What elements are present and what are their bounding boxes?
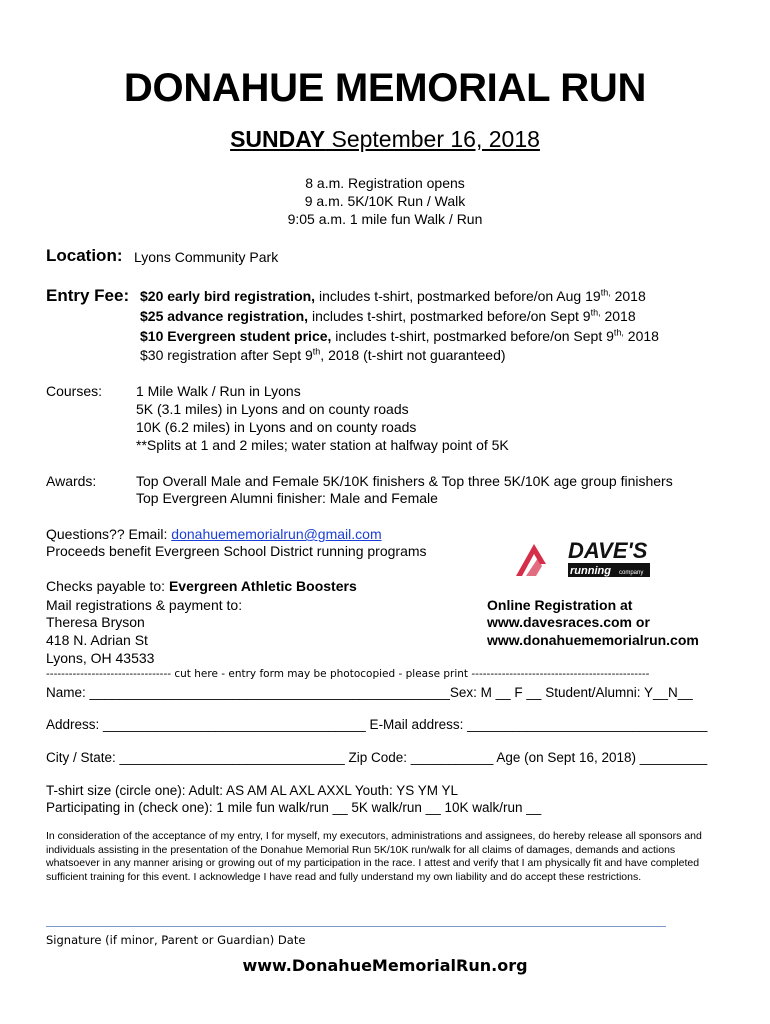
fee-line <box>140 328 659 344</box>
page-title: DONAHUE MEMORIAL RUN <box>123 66 647 110</box>
award-line: Top Overall Male and Female 5K/10K finishers & Top three 5K/10K age group finishers <box>136 473 673 489</box>
location-value: Lyons Community Park <box>134 249 279 265</box>
form-name-row[interactable]: Name: ________________________________________________Sex: M __ F __ Student/Alumni: Y__N__ <box>46 685 693 700</box>
fee-amount: $20 early bird registration, <box>140 288 316 304</box>
fee-tail: 2018 <box>610 288 646 304</box>
fee-sup: th, <box>590 307 601 318</box>
schedule-line: 8 a.m. Registration opens <box>305 175 465 191</box>
course-line: **Splits at 1 and 2 miles; water station at halfway point of 5K <box>136 437 509 453</box>
fee-line <box>140 308 636 324</box>
course-line: 5K (3.1 miles) in Lyons and on county roads <box>136 401 409 417</box>
mail-line: Theresa Bryson <box>46 614 145 630</box>
schedule-line: 9 a.m. 5K/10K Run / Walk <box>304 193 466 209</box>
schedule-line: 9:05 a.m. 1 mile fun Walk / Run <box>287 211 483 227</box>
questions-text: Questions?? Email: <box>46 526 172 542</box>
logo-text: DAVE'S <box>568 538 648 563</box>
event-date <box>0 126 770 153</box>
award-line: Top Evergreen Alumni finisher: Male and Female <box>136 490 438 506</box>
fee-tail: 2018 <box>623 328 659 344</box>
proceeds-line: Proceeds benefit Evergreen School District running programs <box>46 543 427 559</box>
questions-line <box>46 526 382 542</box>
online-line: www.davesraces.com or <box>487 614 650 630</box>
fee-text: includes t-shirt, postmarked before/on Sept 9 <box>331 328 614 344</box>
fee-text: includes t-shirt, postmarked before/on Sept 9 <box>308 308 591 324</box>
waiver-text: In consideration of the acceptance of my entry, I for myself, my executors, administrations and assignees, do hereby release all sponsors and individuals assisting in the presentation of the Donahue Memorial Run 5K/10K run/walk for all claims of damages, demands and actions whatsoever in any manner arising or growing out of my participation in the race. I attest and verify that I am physically fit and have completed sufficient training for this event. I acknowledge I have read and fully understand my own liability and do accept these restrictions. <box>46 830 702 884</box>
logo-graphic <box>512 536 652 582</box>
logo-sub-text: running <box>570 565 611 577</box>
event-day: SUNDAY <box>230 126 326 152</box>
course-line: 10K (6.2 miles) in Lyons and on county roads <box>136 419 417 435</box>
fee-sup: th, <box>600 287 611 298</box>
courses-label: Courses: <box>46 383 103 399</box>
form-participating-row[interactable]: Participating in (check one): 1 mile fun walk/run __ 5K walk/run __ 10K walk/run __ <box>46 800 542 815</box>
fee-text: $30 registration after Sept 9 <box>140 347 313 363</box>
fee-sup: th <box>312 346 321 357</box>
event-date-text: September 16, 2018 <box>325 126 540 152</box>
mail-line: Mail registrations & payment to: <box>46 597 243 613</box>
fee-sup: th, <box>613 327 624 338</box>
checks-text: Checks payable to: <box>46 578 169 594</box>
logo-tag-text: company <box>619 570 644 576</box>
fee-line <box>140 288 646 304</box>
awards-label: Awards: <box>46 473 97 489</box>
fee-amount: $25 advance registration, <box>140 308 309 324</box>
mail-line: Lyons, OH 43533 <box>46 650 155 666</box>
checks-line <box>46 578 357 594</box>
fee-line <box>140 347 506 363</box>
fee-amount: $10 Evergreen student price, <box>140 328 332 344</box>
cut-line: --------------------------------- cut here - entry form may be photocopied - please print ----------------------------------------------- <box>46 668 650 680</box>
signature-label: Signature (if minor, Parent or Guardian) Date <box>46 933 306 947</box>
email-link[interactable]: donahuememorialrun@gmail.com <box>171 526 382 542</box>
online-line: Online Registration at <box>487 597 633 613</box>
location-label: Location: <box>46 246 123 265</box>
fee-tail: 2018 <box>600 308 636 324</box>
signature-line[interactable] <box>46 926 666 927</box>
checks-payee: Evergreen Athletic Boosters <box>168 578 357 594</box>
form-city-row[interactable]: City / State: ______________________________ Zip Code: ___________ Age (on Sept 16, 2018) _________ <box>46 750 708 765</box>
entry-fee-label: Entry Fee: <box>46 286 130 305</box>
daves-running-logo <box>512 536 652 582</box>
course-line: 1 Mile Walk / Run in Lyons <box>136 383 301 399</box>
form-address-row[interactable]: Address: ___________________________________ E-Mail address: ________________________________ <box>46 717 708 732</box>
website-footer: www.DonahueMemorialRun.org <box>242 956 528 975</box>
mail-line: 418 N. Adrian St <box>46 632 148 648</box>
fee-text: includes t-shirt, postmarked before/on Aug 19 <box>315 288 601 304</box>
online-line: www.donahuememorialrun.com <box>487 632 699 648</box>
fee-tail: , 2018 (t-shirt not guaranteed) <box>320 347 506 363</box>
form-tshirt-row[interactable]: T-shirt size (circle one): Adult: AS AM AL AXL AXXL Youth: YS YM YL <box>46 783 458 798</box>
